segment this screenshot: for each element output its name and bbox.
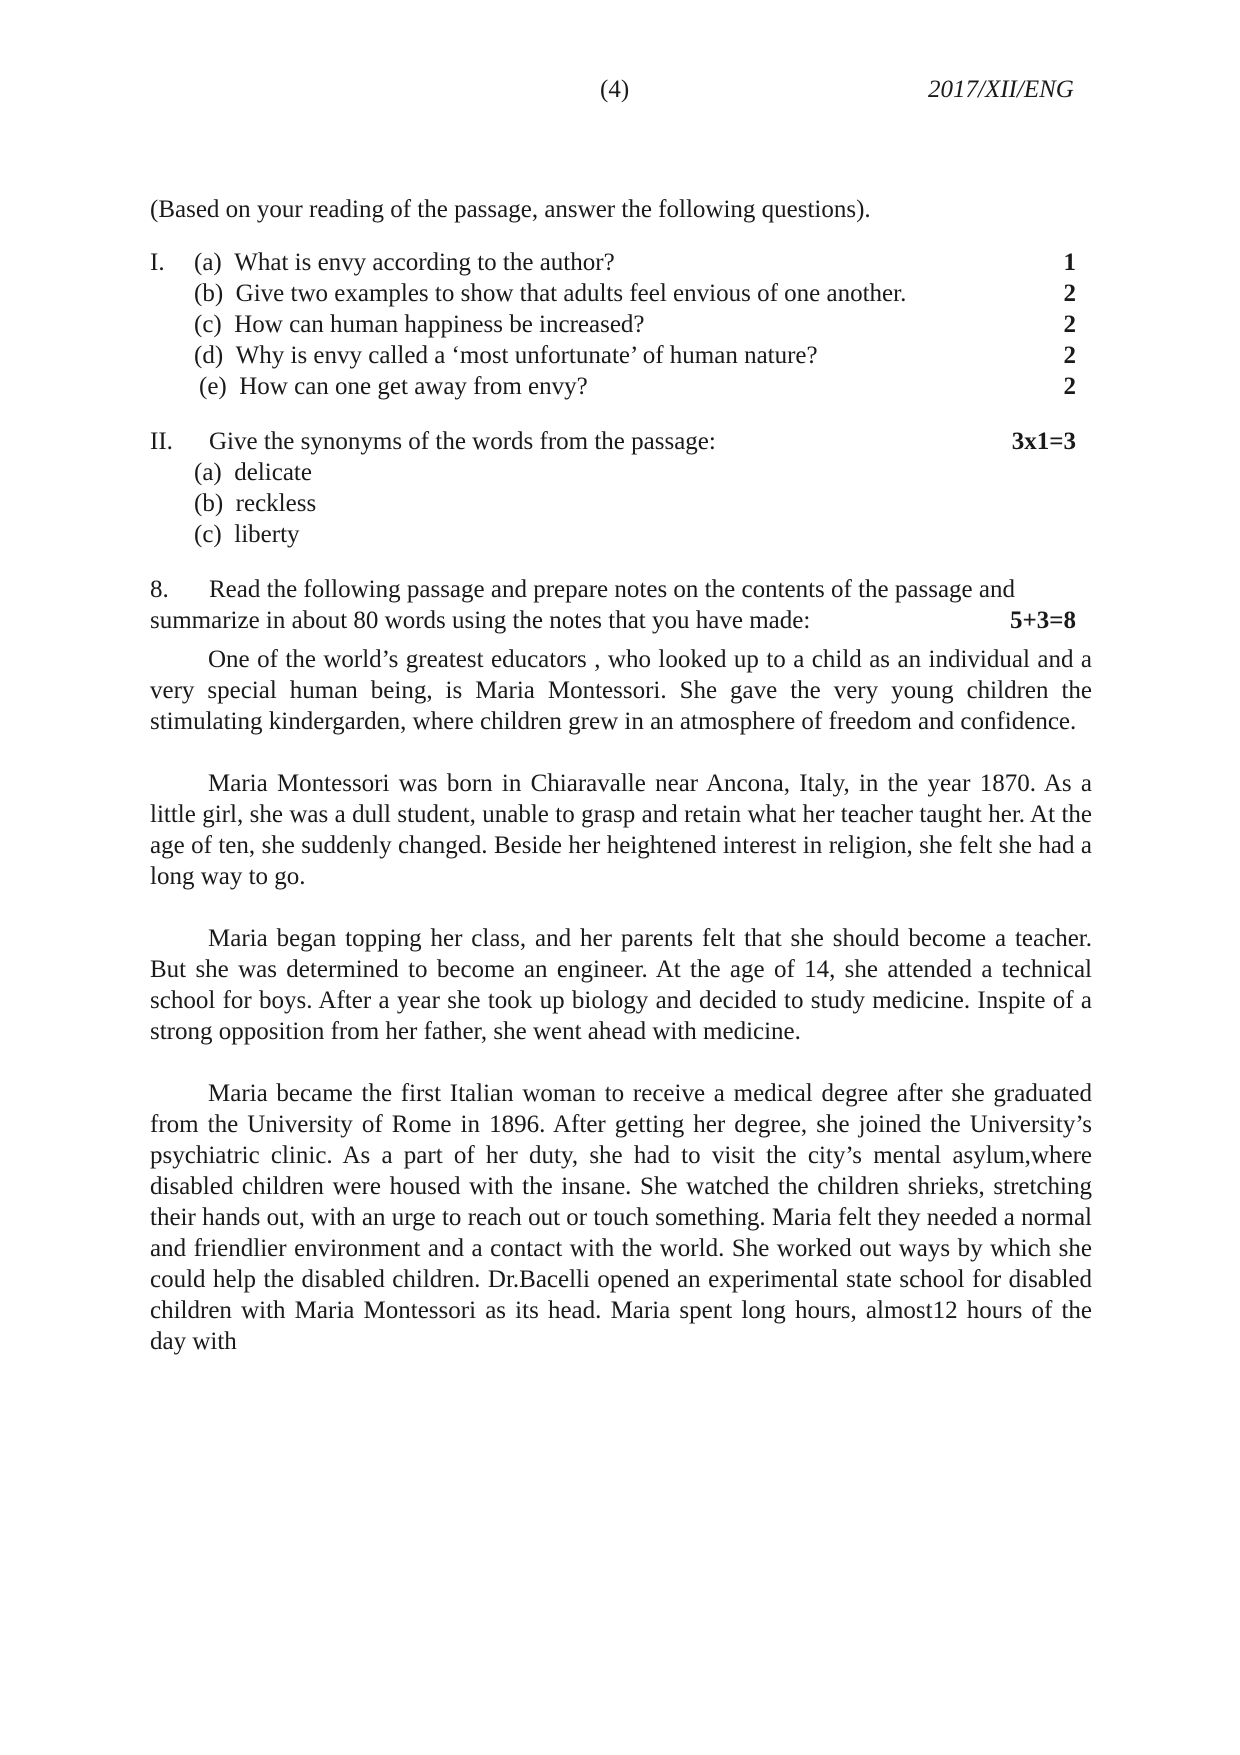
question-marks: 1 [1063,249,1076,276]
section-numeral: II. [150,428,173,455]
question-marks: 5+3=8 [1010,607,1076,634]
synonym-label: (c) [194,521,222,548]
question-item [150,309,1092,340]
question-item [150,371,1092,402]
section-numeral: I. [150,249,165,276]
passage-paragraph: Maria began topping her class, and her parents felt that she should become a teacher. But she was determined to become an engineer. At the age of 14, she attended a technical school for boys. After a year she took up biology and decided to study medicine. Inspite of a strong opposition from her father, she went ahead with medicine. [150,925,1092,1045]
intro-instruction: (Based on your reading of the passage, answer the following questions). [150,196,871,223]
passage-paragraph: Maria Montessori was born in Chiaravalle near Ancona, Italy, in the year 1870. As a little girl, she was a dull student, unable to grasp and retain what her teacher taught her. At the age of ten, she suddenly changed. Beside her heightened interest in religion, she felt she had a long way to go. [150,770,1092,890]
section-i [150,247,1092,402]
synonym-text [194,457,312,488]
section-ii-header [150,426,1092,457]
section-instruction: Give the synonyms of the words from the passage: [209,428,716,455]
passage-paragraph: One of the world’s greatest educators , who looked up to a child as an individual and a very special human being, is Maria Montessori. She gave the very young children the stimulating kindergarden, where children grew in an atmosphere of freedom and confidence. [150,646,1092,735]
question-text [194,309,645,340]
exam-code: 2017/XII/ENG [928,76,1074,103]
question-label: (a) [194,249,222,276]
synonym-text [194,519,300,550]
synonym-word: reckless [235,490,317,517]
section-ii [150,426,1092,550]
synonym-word: delicate [234,459,312,486]
question-marks: 2 [1063,342,1076,369]
question-body: How can one get away from envy? [239,373,588,400]
synonym-label: (a) [194,459,222,486]
section-marks: 3x1=3 [1011,428,1076,455]
question-instruction: Read the following passage and prepare notes on the contents of the passage and [209,576,1015,603]
spacer [150,402,1092,426]
question-text [194,340,818,371]
question-text [199,371,588,402]
question-marks: 2 [1063,311,1076,338]
question-body: Why is envy called a ‘most unfortunate’ of human nature? [235,342,818,369]
synonym-text [194,488,316,519]
page-number: (4) [600,76,630,103]
question-8-instruction-line-1 [150,574,1092,605]
question-label: (d) [194,342,224,369]
synonym-item [150,488,1092,519]
question-8 [150,574,1092,1357]
question-item [150,340,1092,371]
page-content [150,194,1092,1357]
passage-paragraph: Maria became the first Italian woman to receive a medical degree after she graduated from the University of Rome in 1896. After getting her degree, she joined the University’s psychiatric clinic. As a part of her duty, she had to visit the city’s mental asylum,where disabled children were housed with the insane. She watched the children shrieks, stretching their hands out, with an urge to reach out or touch something. Maria felt they needed a normal and friendlier environment and a contact with the world. She worked out ways by which she could help the disabled children. Dr.Bacelli opened an experimental state school for disabled children with Maria Montessori as its head. Maria spent long hours, almost12 hours of the day with [150,1080,1092,1355]
question-instruction-continued: summarize in about 80 words using the notes that you have made: [150,607,811,634]
question-8-instruction-line-2 [150,605,1092,636]
question-label: (b) [194,280,224,307]
question-text [194,278,906,309]
question-label: (c) [194,311,222,338]
question-number: 8. [150,576,169,603]
synonym-label: (b) [194,490,224,517]
spacer [150,550,1092,574]
question-text [194,247,615,278]
question-item [150,247,1092,278]
synonym-item [150,457,1092,488]
question-label: (e) [199,373,227,400]
question-body: How can human happiness be increased? [234,311,645,338]
question-marks: 2 [1063,280,1076,307]
synonym-word: liberty [234,521,300,548]
question-marks: 2 [1063,373,1076,400]
question-body: Give two examples to show that adults feel envious of one another. [235,280,907,307]
question-item [150,278,1092,309]
synonym-item [150,519,1092,550]
question-body: What is envy according to the author? [234,249,615,276]
